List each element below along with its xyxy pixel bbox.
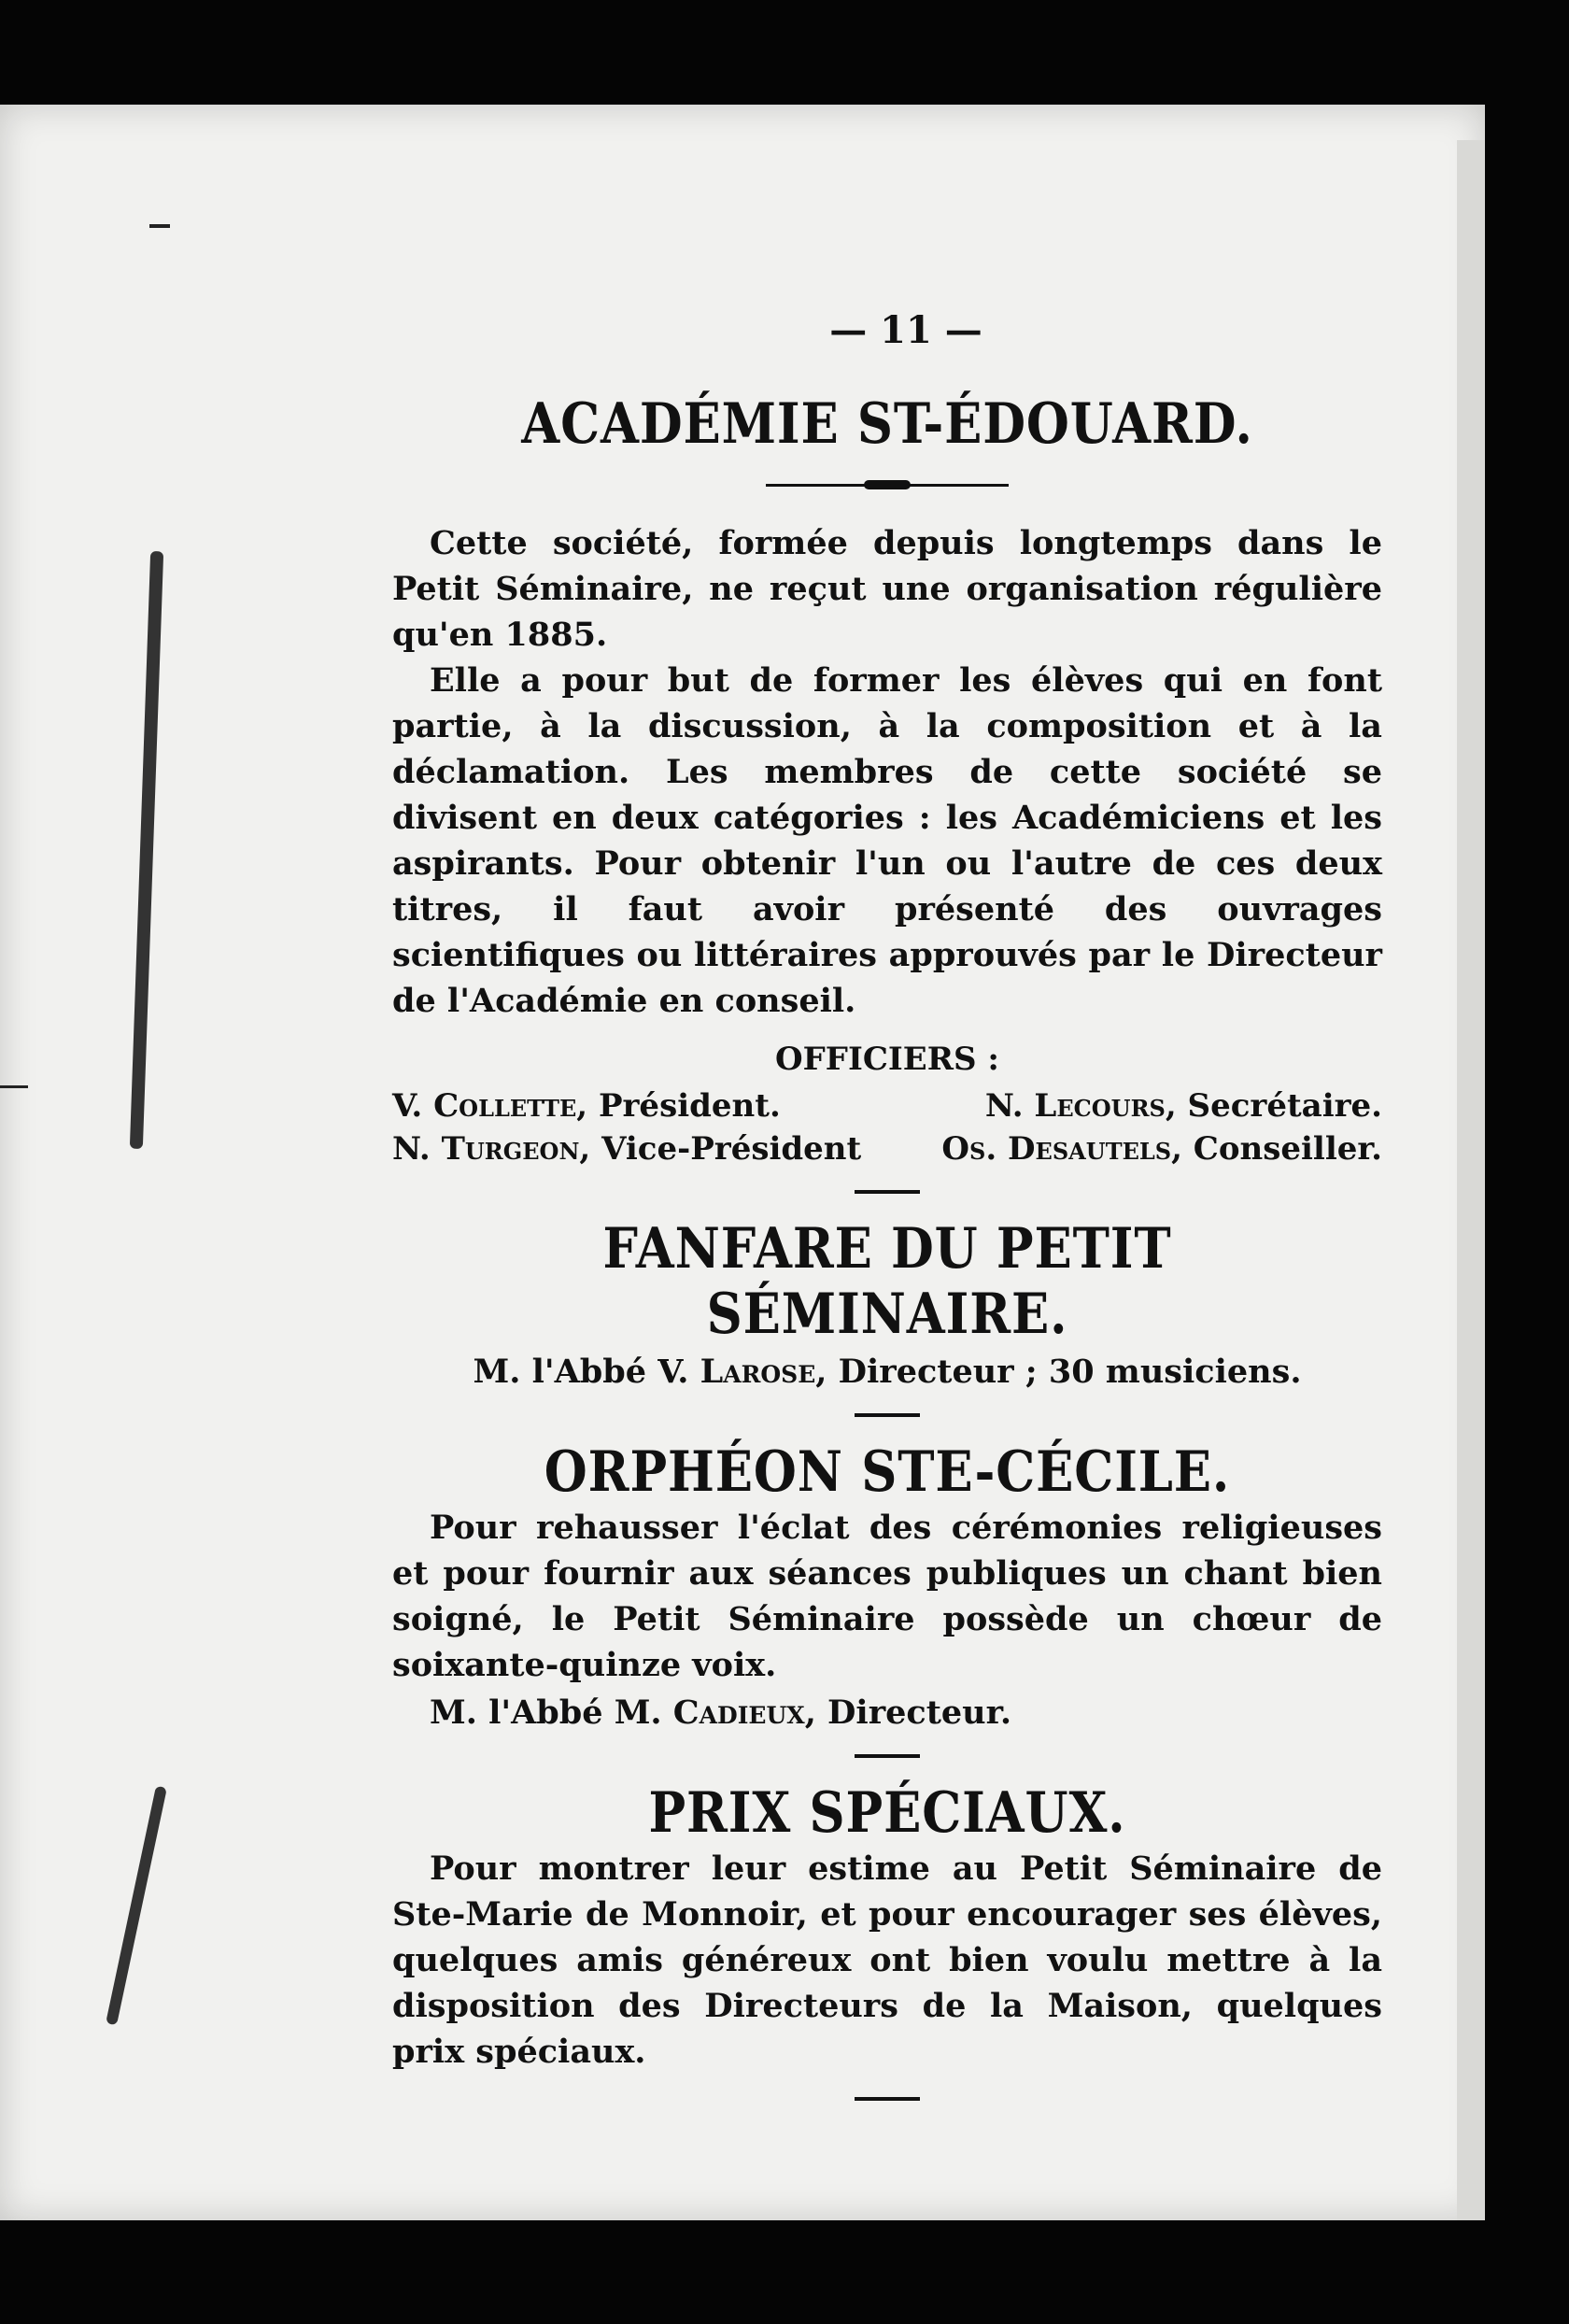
- prix-title: PRIX SPÉCIAUX.: [648, 1780, 1126, 1846]
- orpheon-director-line: M. l'Abbé M. Cadieux, Directeur.: [430, 1693, 1012, 1732]
- page-edge-shadow: [1457, 140, 1485, 2220]
- section-rule: [855, 1754, 920, 1758]
- academie-paragraph-2: Elle a pour but de former les élèves qui en font partie, à la discussion, à la composition et à la déclamation. Les membres de cette société se divisent en deux catégories : les Académiciens et les aspirants. Pour obtenir l'un ou l'autre de ces deux titres, il faut avoir présenté des ouvrages scientifiques ou littéraires approuvés par le Directeur de l'Académie en conseil.: [392, 661, 1382, 1020]
- officer-entry: N. Turgeon, Vice-Président: [392, 1130, 862, 1168]
- page-number: — 11 —: [829, 308, 982, 352]
- officers-heading: OFFICIERS :: [775, 1041, 999, 1078]
- ornament-divider: [766, 477, 1009, 492]
- prix-paragraph: Pour montrer leur estime au Petit Séminaire de Ste-Marie de Monnoir, et pour encourager ses élèves, quelques amis généreux ont bien voulu mettre à la disposition des Directeurs de la Maison, quelques prix spéciaux.: [392, 1849, 1382, 2071]
- section-rule: [855, 2097, 920, 2101]
- margin-tick-left: [0, 1085, 28, 1088]
- section-rule: [855, 1413, 920, 1417]
- margin-tick: [149, 224, 170, 228]
- fanfare-title: FANFARE DU PETIT SÉMINAIRE.: [602, 1216, 1172, 1347]
- page-content: [392, 308, 1382, 2123]
- officer-entry: N. Lecours, Secrétaire.: [984, 1087, 1382, 1125]
- orpheon-title: ORPHÉON STE-CÉCILE.: [544, 1439, 1231, 1505]
- fanfare-director-line: M. l'Abbé V. Larose, Directeur ; 30 musiciens.: [473, 1353, 1302, 1391]
- academie-paragraph-1: Cette société, formée depuis longtemps dans le Petit Séminaire, ne reçut une organisation régulière qu'en 1885.: [392, 524, 1382, 654]
- officer-entry: V. Collette, Président.: [392, 1087, 781, 1125]
- orpheon-paragraph: Pour rehausser l'éclat des cérémonies religieuses et pour fournir aux séances publiques un chant bien soigné, le Petit Séminaire possède un chœur de soixante-quinze voix.: [392, 1509, 1382, 1684]
- academie-title: ACADÉMIE ST-ÉDOUARD.: [521, 391, 1253, 457]
- section-rule: [855, 1190, 920, 1194]
- officer-entry: Os. Desautels, Conseiller.: [941, 1130, 1382, 1168]
- officers-list: [392, 1087, 1382, 1168]
